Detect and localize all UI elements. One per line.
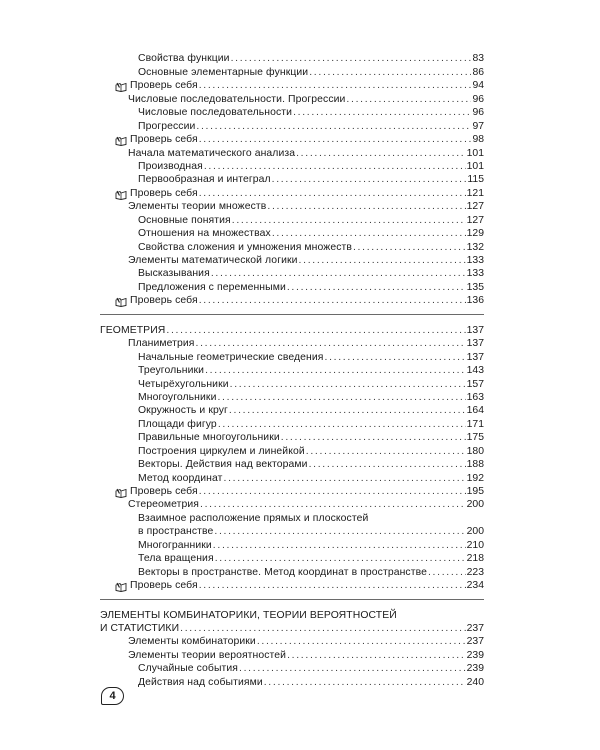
toc-page-number: 164 — [466, 405, 484, 417]
toc-entry-title: Векторы. Действия над векторами — [138, 459, 308, 471]
dot-leader — [230, 378, 466, 391]
dot-leader — [267, 200, 465, 213]
dot-leader — [346, 93, 471, 106]
toc-entry-title: Прогрессии — [138, 120, 196, 132]
toc-page-number: 98 — [472, 134, 484, 146]
toc-entry[interactable] — [100, 662, 484, 675]
dot-leader — [214, 525, 465, 538]
page-number-badge: 4 — [101, 687, 124, 705]
toc-page-number: 137 — [466, 324, 484, 336]
toc-page-number: 157 — [466, 378, 484, 390]
dot-leader — [205, 364, 466, 377]
section-divider — [100, 314, 484, 315]
toc-page-number: 132 — [466, 241, 484, 253]
dot-leader — [272, 227, 466, 240]
toc-section — [100, 608, 484, 689]
toc-page-number: 192 — [466, 472, 484, 484]
dot-leader — [199, 133, 472, 146]
toc-page-number: 195 — [466, 486, 484, 497]
toc-page-number: 210 — [466, 539, 484, 551]
dot-leader — [199, 579, 466, 592]
dot-leader — [166, 324, 465, 337]
toc-entry[interactable] — [100, 417, 484, 430]
toc-page-number: 121 — [466, 187, 484, 199]
toc-entry-title: Проверь себя — [130, 80, 198, 92]
toc-entry[interactable] — [100, 267, 484, 280]
toc-entry-title: Случайные события — [138, 663, 239, 675]
toc-page-number: 86 — [472, 66, 484, 78]
toc-entry-check-yourself[interactable] — [100, 133, 484, 146]
dot-leader — [199, 79, 472, 92]
toc-entry[interactable] — [100, 173, 484, 186]
toc-entry[interactable] — [100, 213, 484, 226]
toc-page-number: 94 — [472, 80, 484, 92]
toc-page-number: 136 — [466, 295, 484, 307]
dot-leader — [299, 254, 466, 267]
toc-entry[interactable] — [100, 565, 484, 578]
toc-page-number: 234 — [466, 580, 484, 592]
dot-leader — [217, 391, 465, 404]
toc-entry[interactable] — [100, 648, 484, 661]
pencil-book-icon — [115, 190, 127, 200]
toc-section — [100, 52, 484, 307]
toc-entry-title: Начала математического анализа — [128, 147, 296, 159]
dot-leader — [287, 649, 466, 662]
section-divider — [100, 599, 484, 600]
dot-leader — [215, 552, 466, 565]
toc-page-number: 133 — [466, 268, 484, 280]
toc-page-number: 175 — [466, 432, 484, 444]
toc-entry-title: Многоугольники — [138, 391, 217, 403]
toc-entry-title: Основные понятия — [138, 214, 231, 226]
toc-entry-title: Проверь себя — [130, 134, 198, 146]
toc-entry[interactable] — [100, 280, 484, 293]
toc-entry[interactable] — [100, 254, 484, 267]
dot-leader — [218, 418, 466, 431]
toc-entry-title: Метод координат — [138, 472, 223, 484]
toc-page-number: 239 — [466, 649, 484, 661]
toc-entry-title: Окружность и круг — [138, 405, 228, 417]
toc-entry-title: Четырёхугольники — [138, 378, 229, 390]
dot-leader — [199, 294, 466, 307]
dot-leader — [306, 445, 466, 458]
toc-entry[interactable] — [100, 404, 484, 417]
toc-page-number: 129 — [466, 228, 484, 240]
toc-entry[interactable] — [100, 538, 484, 551]
toc-entry-title: Стереометрия — [128, 499, 200, 511]
toc-entry-title: в пространстве — [138, 526, 214, 538]
pencil-book-icon — [115, 297, 127, 307]
toc-entry-check-yourself[interactable] — [100, 79, 484, 92]
toc-entry-title: Производная — [138, 160, 203, 172]
toc-entry[interactable] — [100, 377, 484, 390]
toc-entry-title: ГЕОМЕТРИЯ — [100, 324, 166, 336]
toc-page-number: 115 — [467, 174, 484, 186]
toc-entry[interactable] — [100, 106, 484, 119]
pencil-book-icon — [115, 136, 127, 146]
toc-entry-title: Построения циркулем и линейкой — [138, 445, 305, 457]
toc-entry[interactable] — [100, 323, 484, 336]
toc-page-number: 223 — [466, 566, 484, 578]
dot-leader — [296, 147, 466, 160]
toc-entry[interactable] — [100, 119, 484, 132]
toc-entry[interactable] — [100, 471, 484, 484]
dot-leader — [239, 662, 466, 675]
toc-page-number: 143 — [466, 365, 484, 377]
dot-leader — [229, 404, 466, 417]
toc-page-number: 171 — [466, 418, 484, 430]
toc-page-number: 237 — [466, 636, 484, 648]
toc-entry-title: Элементы теории множеств — [128, 201, 267, 213]
toc-entry-title: Тела вращения — [138, 553, 214, 565]
dot-leader — [199, 485, 466, 498]
dot-leader — [281, 431, 466, 444]
dot-leader — [224, 472, 466, 485]
pencil-book-icon — [115, 488, 127, 498]
toc-entry-check-yourself[interactable] — [100, 294, 484, 307]
toc-page-number: 135 — [466, 281, 484, 293]
toc-entry-line — [100, 511, 484, 524]
toc-page-number: 96 — [472, 107, 484, 119]
toc-entry[interactable] — [100, 240, 484, 253]
toc-entry-title: Элементы теории вероятностей — [128, 649, 287, 661]
pencil-book-icon — [115, 82, 127, 92]
toc-entry-title: Предложения с переменными — [138, 281, 286, 293]
toc-page-number: 200 — [466, 526, 484, 538]
dot-leader — [353, 241, 466, 254]
toc-entry-title: Числовые последовательности — [138, 107, 293, 119]
toc-entry[interactable] — [100, 227, 484, 240]
toc-entry[interactable] — [100, 337, 484, 350]
toc-page-number: 96 — [472, 93, 484, 105]
toc-entry-check-yourself[interactable] — [100, 485, 484, 498]
toc-entry-title: Планиметрия — [128, 338, 195, 350]
toc-page-number: 240 — [466, 676, 484, 688]
toc-entry-title: ЭЛЕМЕНТЫ КОМБИНАТОРИКИ, ТЕОРИИ ВЕРОЯТНОСТЕЙ — [100, 609, 397, 621]
dot-leader — [231, 52, 472, 65]
dot-leader — [272, 173, 467, 186]
toc-entry-title: Основные элементарные функции — [138, 66, 309, 78]
toc-entry[interactable] — [100, 635, 484, 648]
toc-entry[interactable] — [100, 498, 484, 511]
toc-entry-title: Числовые последовательности. Прогрессии — [128, 93, 346, 105]
toc-entry-title: Проверь себя — [130, 187, 198, 199]
dot-leader — [196, 337, 466, 350]
toc-page-number: 163 — [466, 391, 484, 403]
toc-entry[interactable] — [100, 350, 484, 363]
dot-leader — [213, 539, 466, 552]
dot-leader — [287, 281, 466, 294]
dot-leader — [232, 214, 466, 227]
toc-entry-title: Действия над событиями — [138, 676, 263, 688]
toc-page-number: 237 — [466, 622, 484, 634]
toc-page-number: 83 — [472, 53, 484, 65]
dot-leader — [293, 106, 471, 119]
toc-entry[interactable] — [100, 622, 484, 635]
toc-entry-title: Отношения на множествах — [138, 228, 271, 240]
toc-entry-title: Свойства функции — [138, 53, 230, 65]
toc-page-number: 180 — [466, 445, 484, 457]
toc-page-number: 218 — [466, 553, 484, 565]
toc-entry-title: Взаимное расположение прямых и плоскостей — [138, 512, 369, 524]
toc-entry[interactable] — [100, 431, 484, 444]
toc-entry-title: И СТАТИСТИКИ — [100, 622, 180, 634]
toc-entry-title: Треугольники — [138, 365, 205, 377]
toc-entry-title: Проверь себя — [130, 295, 198, 307]
toc-entry-title: Элементы математической логики — [128, 255, 298, 266]
toc-entry[interactable] — [100, 200, 484, 213]
toc-section — [100, 323, 484, 592]
toc-entry-title: Проверь себя — [130, 580, 198, 592]
dot-leader — [180, 622, 466, 635]
toc-entry-title: Элементы комбинаторики — [128, 636, 256, 648]
dot-leader — [204, 160, 466, 173]
toc-page-number: 133 — [466, 255, 484, 266]
toc-page-number: 101 — [466, 160, 484, 172]
toc-entry[interactable] — [100, 444, 484, 457]
toc-entry-title: Векторы в пространстве. Метод координат в пространстве — [138, 566, 427, 578]
dot-leader — [196, 120, 471, 133]
toc-page-number: 127 — [466, 214, 484, 226]
dot-leader — [309, 66, 471, 79]
dot-leader — [200, 498, 466, 511]
dot-leader — [257, 635, 466, 648]
toc-page-number: 188 — [466, 459, 484, 471]
toc-entry-title: Проверь себя — [130, 486, 198, 497]
toc-entry[interactable] — [100, 65, 484, 78]
pencil-book-icon — [115, 582, 127, 592]
toc-entry[interactable] — [100, 364, 484, 377]
toc-page-number: 127 — [466, 201, 484, 213]
dot-leader — [211, 267, 466, 280]
toc-entry-check-yourself[interactable] — [100, 186, 484, 199]
dot-leader — [325, 351, 466, 364]
toc-entry-title: Начальные геометрические сведения — [138, 351, 324, 363]
toc-entry-title: Первообразная и интеграл — [138, 174, 271, 186]
toc-page-number: 200 — [466, 499, 484, 511]
toc-entry-title: Высказывания — [138, 268, 210, 280]
toc-entry[interactable] — [100, 675, 484, 688]
dot-leader — [309, 458, 466, 471]
toc-entry[interactable] — [100, 52, 484, 65]
toc-entry-title: Площади фигур — [138, 418, 217, 430]
toc-entry[interactable] — [100, 525, 484, 538]
toc-entry[interactable] — [100, 92, 484, 105]
dot-leader — [264, 676, 466, 689]
toc-entry-title: Правильные многоугольники — [138, 432, 280, 444]
toc-entry-line — [100, 608, 484, 621]
toc-entry[interactable] — [100, 391, 484, 404]
toc-page-number: 239 — [466, 663, 484, 675]
toc-page-number: 137 — [466, 351, 484, 363]
toc-entry-title: Многогранники — [138, 539, 212, 551]
table-of-contents — [100, 52, 484, 689]
dot-leader — [199, 187, 466, 200]
toc-entry[interactable] — [100, 160, 484, 173]
toc-page-number: 101 — [466, 147, 484, 159]
toc-entry[interactable] — [100, 552, 484, 565]
toc-entry-check-yourself[interactable] — [100, 579, 484, 592]
toc-page-number: 97 — [472, 120, 484, 132]
toc-page-number: 137 — [466, 338, 484, 350]
dot-leader — [428, 566, 466, 579]
toc-entry[interactable] — [100, 458, 484, 471]
toc-entry[interactable] — [100, 146, 484, 159]
toc-entry-title: Свойства сложения и умножения множеств — [138, 241, 352, 253]
